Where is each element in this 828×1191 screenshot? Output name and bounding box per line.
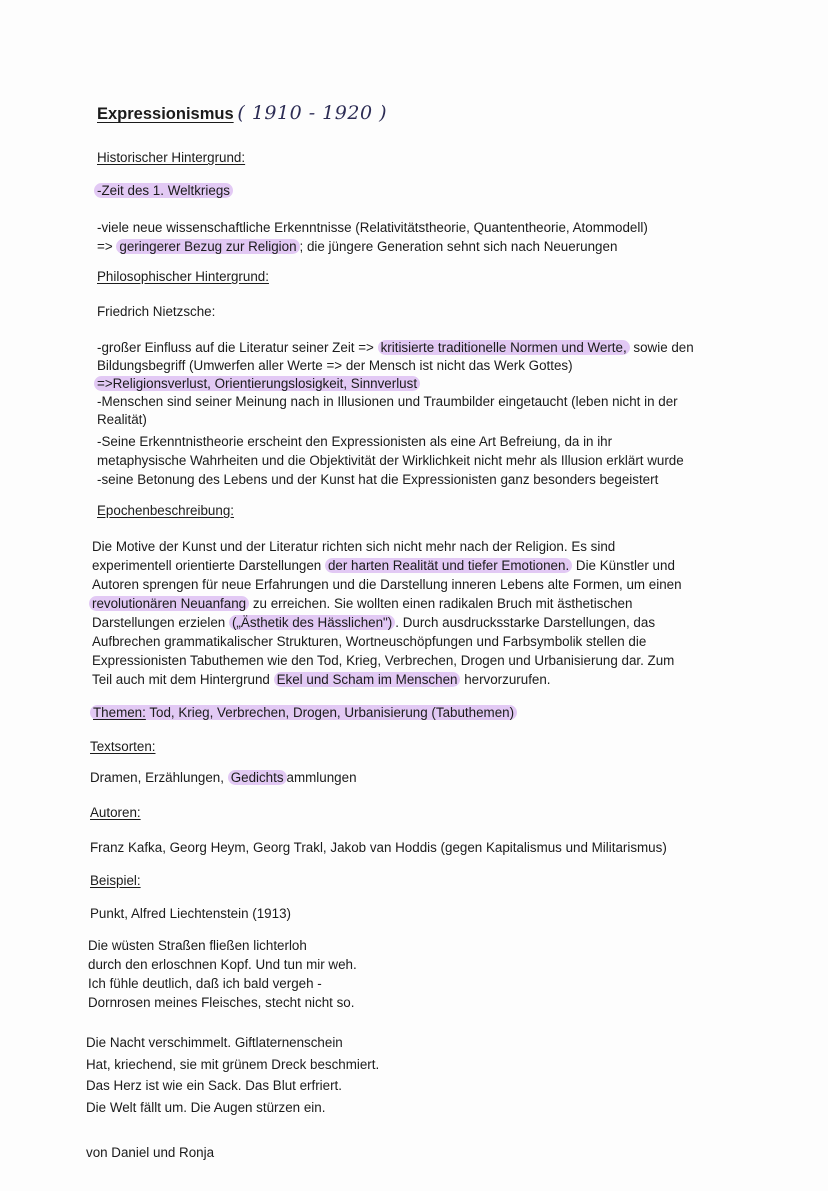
heading-textsorten: Textsorten: (90, 739, 156, 754)
philosoph-line-3: =>Religionsverlust, Orientierungslosigkeit, Sinnverlust (94, 374, 420, 393)
philosoph-line-2: Bildungsbegriff (Umwerfen aller Werte => der Mensch ist nicht das Werk Gottes) (97, 358, 573, 373)
philosoph-person: Friedrich Nietzsche: (97, 304, 216, 319)
autoren-line: Franz Kafka, Georg Heym, Georg Trakl, Jakob van Hoddis (gegen Kapitalismus und Militarismus) (90, 840, 667, 855)
poem-line: Die wüsten Straßen fließen lichterloh (88, 938, 307, 953)
heading-philosophischer-hintergrund: Philosophischer Hintergrund: (97, 269, 269, 284)
title-main: Expressionismus (97, 105, 234, 123)
poem-line: Ich fühle deutlich, daß ich bald vergeh - (88, 976, 322, 991)
beispiel-source: Punkt, Alfred Liechtenstein (1913) (90, 906, 291, 921)
philosoph-line-4: -Menschen sind seiner Meinung nach in Illusionen und Traumbilder eingetaucht (leben nicht in der (97, 394, 678, 409)
heading-themen: Themen: (93, 705, 146, 720)
philosoph-line-6: -Seine Erkenntnistheorie erscheint den Expressionisten als eine Art Befreiung, da in ihr (97, 434, 613, 449)
epoche-line-3: Autoren sprengen für neue Erfahrungen und die Darstellung inneren Lebens alte Formen, um einen (92, 577, 682, 592)
historisch-line-erkenntnisse: -viele neue wissenschaftliche Erkenntnisse (Relativitätstheorie, Quantentheorie, Atommodell) (97, 220, 648, 235)
historisch-line-religion: => geringerer Bezug zur Religion ; die jüngere Generation sehnt sich nach Neuerungen (97, 239, 618, 254)
historisch-bullet-weltkrieg: -Zeit des 1. Weltkriegs (94, 181, 233, 200)
poem-line: durch den erloschnen Kopf. Und tun mir weh. (88, 957, 357, 972)
philosoph-line-8: -seine Betonung des Lebens und der Kunst hat die Expressionisten ganz besonders begeistert (97, 472, 659, 487)
heading-historischer-hintergrund: Historischer Hintergrund: (97, 150, 246, 165)
poem-line: Das Herz ist wie ein Sack. Das Blut erfriert. (86, 1078, 342, 1093)
epoche-line-6: Aufbrechen grammatikalischer Strukturen, Wortneuschöpfungen und Farbsymbolik stellen die (92, 634, 647, 649)
poem-line: Die Welt fällt um. Die Augen stürzen ein. (86, 1099, 326, 1115)
heading-epochenbeschreibung: Epochenbeschreibung: (97, 503, 234, 518)
epoche-line-2: experimentell orientierte Darstellungen der harten Realität und tiefer Emotionen. Die Künstler und (92, 558, 675, 573)
title-years-handwritten: ( 1910 - 1920 ) (237, 102, 387, 124)
epoche-line-7: Expressionisten Tabuthemen wie den Tod, Krieg, Verbrechen, Drogen und Urbanisierung dar. Zum (92, 653, 675, 668)
epoche-line-4: revolutionären Neuanfang zu erreichen. Sie wollten einen radikalen Bruch mit ästhetischen (89, 594, 632, 613)
epoche-line-5: Darstellungen erzielen („Ästhetik des Hässlichen") . Durch ausdrucksstarke Darstellungen, das (92, 615, 656, 630)
themen-text: Tod, Krieg, Verbrechen, Drogen, Urbanisierung (Tabuthemen) (145, 705, 515, 720)
poem-line: Dornrosen meines Fleisches, stecht nicht so. (88, 995, 355, 1010)
epoche-line-8: Teil auch mit dem Hintergrund Ekel und Scham im Menschen hervorzurufen. (92, 672, 551, 687)
philosoph-line-7: metaphysische Wahrheiten und die Objektivität der Wirklichkeit nicht mehr als Illusion erklärt wurde (97, 453, 684, 468)
heading-beispiel: Beispiel: (90, 873, 141, 888)
textsorten-line: Dramen, Erzählungen, Gedichts ammlungen (90, 770, 357, 785)
document-title (97, 104, 387, 124)
poem-line: Hat, kriechend, sie mit grünem Dreck beschmiert. (86, 1056, 380, 1072)
philosoph-line-1: -großer Einfluss auf die Literatur seiner Zeit => kritisierte traditionelle Normen und Werte, sowie den (97, 340, 694, 355)
epoche-line-1: Die Motive der Kunst und der Literatur richten sich nicht mehr nach der Religion. Es sind (92, 539, 616, 554)
poem-stanza-1 (88, 936, 357, 1012)
themen-line (90, 703, 517, 722)
footer-authors: von Daniel und Ronja (86, 1145, 215, 1160)
philosoph-line-5: Realität) (97, 412, 147, 427)
poem-line: Die Nacht verschimmelt. Giftlaternenschein (86, 1035, 343, 1050)
heading-autoren: Autoren: (90, 805, 141, 820)
poem-stanza-2 (86, 1032, 379, 1118)
